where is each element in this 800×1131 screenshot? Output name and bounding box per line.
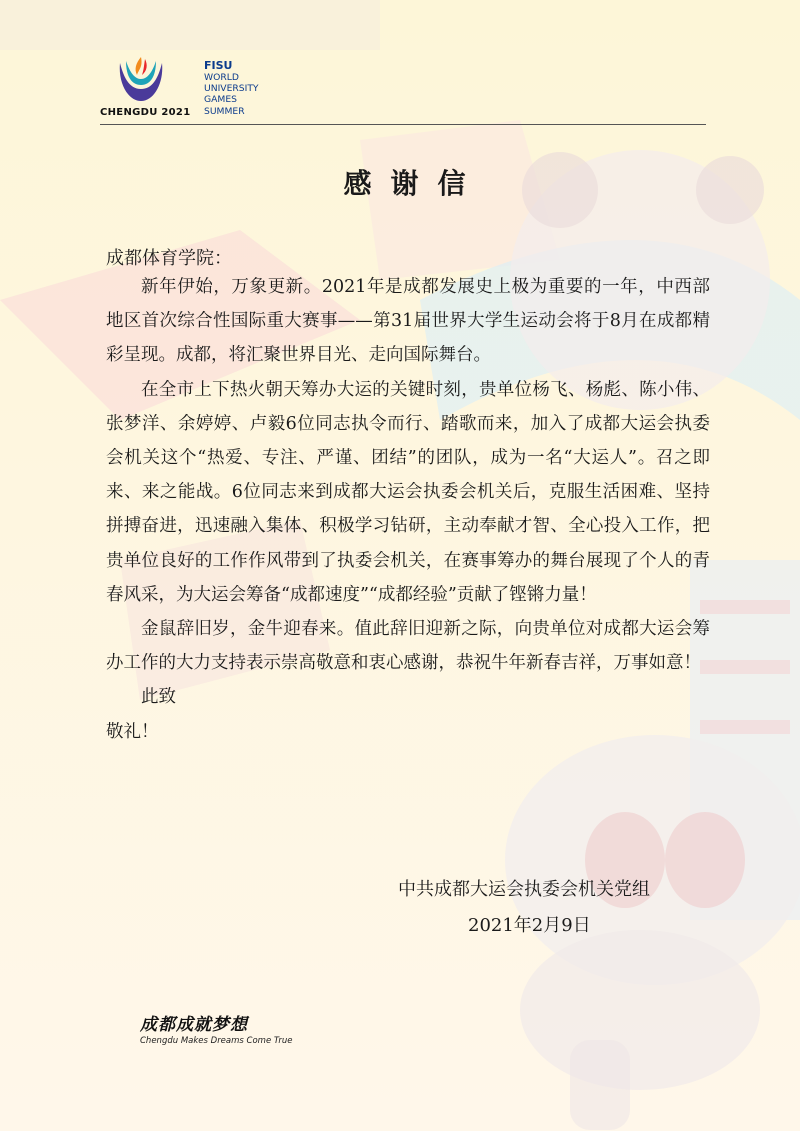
logo-fisu-text: FISU (204, 59, 233, 72)
signature-date: 2021年2月9日 (468, 915, 591, 936)
letter-salute: 敬礼！ (106, 721, 159, 742)
logo-line: GAMES (204, 94, 237, 106)
signature-organization: 中共成都大运会执委会机关党组 (398, 879, 650, 900)
universiade-logo (100, 55, 300, 125)
letter-body (106, 270, 710, 749)
logo-line: WORLD (204, 72, 239, 83)
letter-greeting: 成都体育学院： (106, 248, 232, 269)
letter-paragraph: 在全市上下热火朝天筹办大运的关键时刻，贵单位杨飞、杨彪、陈小伟、张梦洋、余婷婷、卢毅6位同志执令而行、踏歌而来，加入了成都大运会执委会机关这个“热爱、专注、严谨、团结”的团队，成为一名“大运人”。召之即来、来之能战。6位同志来到成都大运会执委会机关后，克服生活困难、坚持拼搏奋进，迅速融入集体、积极学习钻研，主动奉献才智、全心投入工作，把贵单位良好的工作作风带到了执委会机关，在赛事筹办的舞台展现了个人的青春风采，为大运会筹备“成都速度”“成都经验”贡献了铿锵力量！ (106, 379, 710, 605)
footer-slogan (140, 1010, 293, 1046)
letter-paragraph: 金鼠辞旧岁，金牛迎春来。值此辞旧迎新之际，向贵单位对成都大运会筹办工作的大力支持表示崇高敬意和衷心感谢，恭祝牛年新春吉祥，万事如意！ (106, 619, 710, 674)
letter-title: 感谢信 (343, 167, 485, 200)
logo-lines (204, 72, 259, 117)
letter-closing: 此致 (141, 687, 176, 708)
torch-logo-icon (114, 55, 168, 107)
logo-line: SUMMER (204, 105, 245, 117)
logo-city-text: CHENGDU 2021 (100, 107, 191, 118)
slogan-english: Chengdu Makes Dreams Come True (140, 1036, 293, 1046)
logo-line: UNIVERSITY (204, 83, 259, 95)
slogan-chinese: 成都成就梦想 (140, 1015, 248, 1035)
header-divider (100, 124, 706, 125)
letter-paragraph: 新年伊始，万象更新。2021年是成都发展史上极为重要的一年，中西部地区首次综合性国际重大赛事——第31届世界大学生运动会将于8月在成都精彩呈现。成都，将汇聚世界目光、走向国际舞台。 (106, 277, 710, 366)
